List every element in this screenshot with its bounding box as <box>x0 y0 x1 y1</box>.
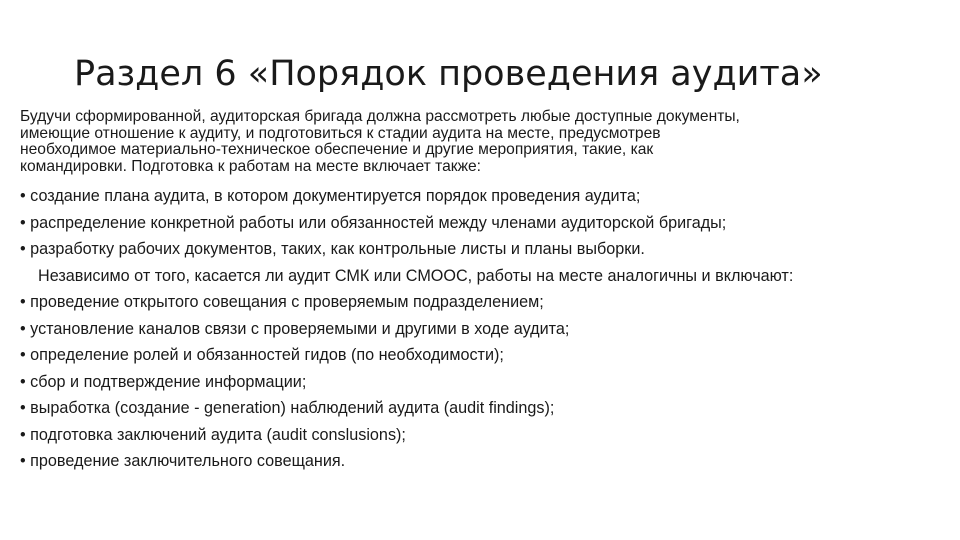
list-item: • сбор и подтверждение информации; <box>20 372 307 391</box>
content-list <box>20 183 920 475</box>
list-item: • определение ролей и обязанностей гидов (по необходимости); <box>20 346 504 364</box>
intro-line: имеющие отношение к аудиту, и подготовиться к стадии аудита на месте, предусмотрев <box>20 124 661 142</box>
intro-line: необходимое материально-техническое обеспечение и другие мероприятия, такие, как <box>20 141 654 158</box>
list-item: • установление каналов связи с проверяемыми и другими в ходе аудита; <box>20 319 570 338</box>
list-item: • проведение заключительного совещания. <box>20 452 346 470</box>
section-intro-line: Независимо от того, касается ли аудит СМК или СМООС, работы на месте аналогичны и включают: <box>38 266 794 285</box>
list-item: • подготовка заключений аудита (audit conslusions); <box>20 425 406 444</box>
intro-line: Будучи сформированной, аудиторская бригада должна рассмотреть любые доступные документы, <box>20 108 740 125</box>
list-item: • разработку рабочих документов, таких, как контрольные листы и планы выборки. <box>20 240 645 258</box>
list-item: • распределение конкретной работы или обязанностей между членами аудиторской бригады; <box>20 213 727 232</box>
intro-line: командировки. Подготовка к работам на месте включает также: <box>20 157 482 175</box>
intro-paragraph <box>20 109 900 175</box>
list-item: • выработка (создание - generation) наблюдений аудита (audit findings); <box>20 399 555 417</box>
list-item: • создание плана аудита, в котором документируется порядок проведения аудита; <box>20 187 641 205</box>
slide-title: Раздел 6 «Порядок проведения аудита» <box>74 54 823 94</box>
list-item: • проведение открытого совещания с проверяемым подразделением; <box>20 293 544 311</box>
